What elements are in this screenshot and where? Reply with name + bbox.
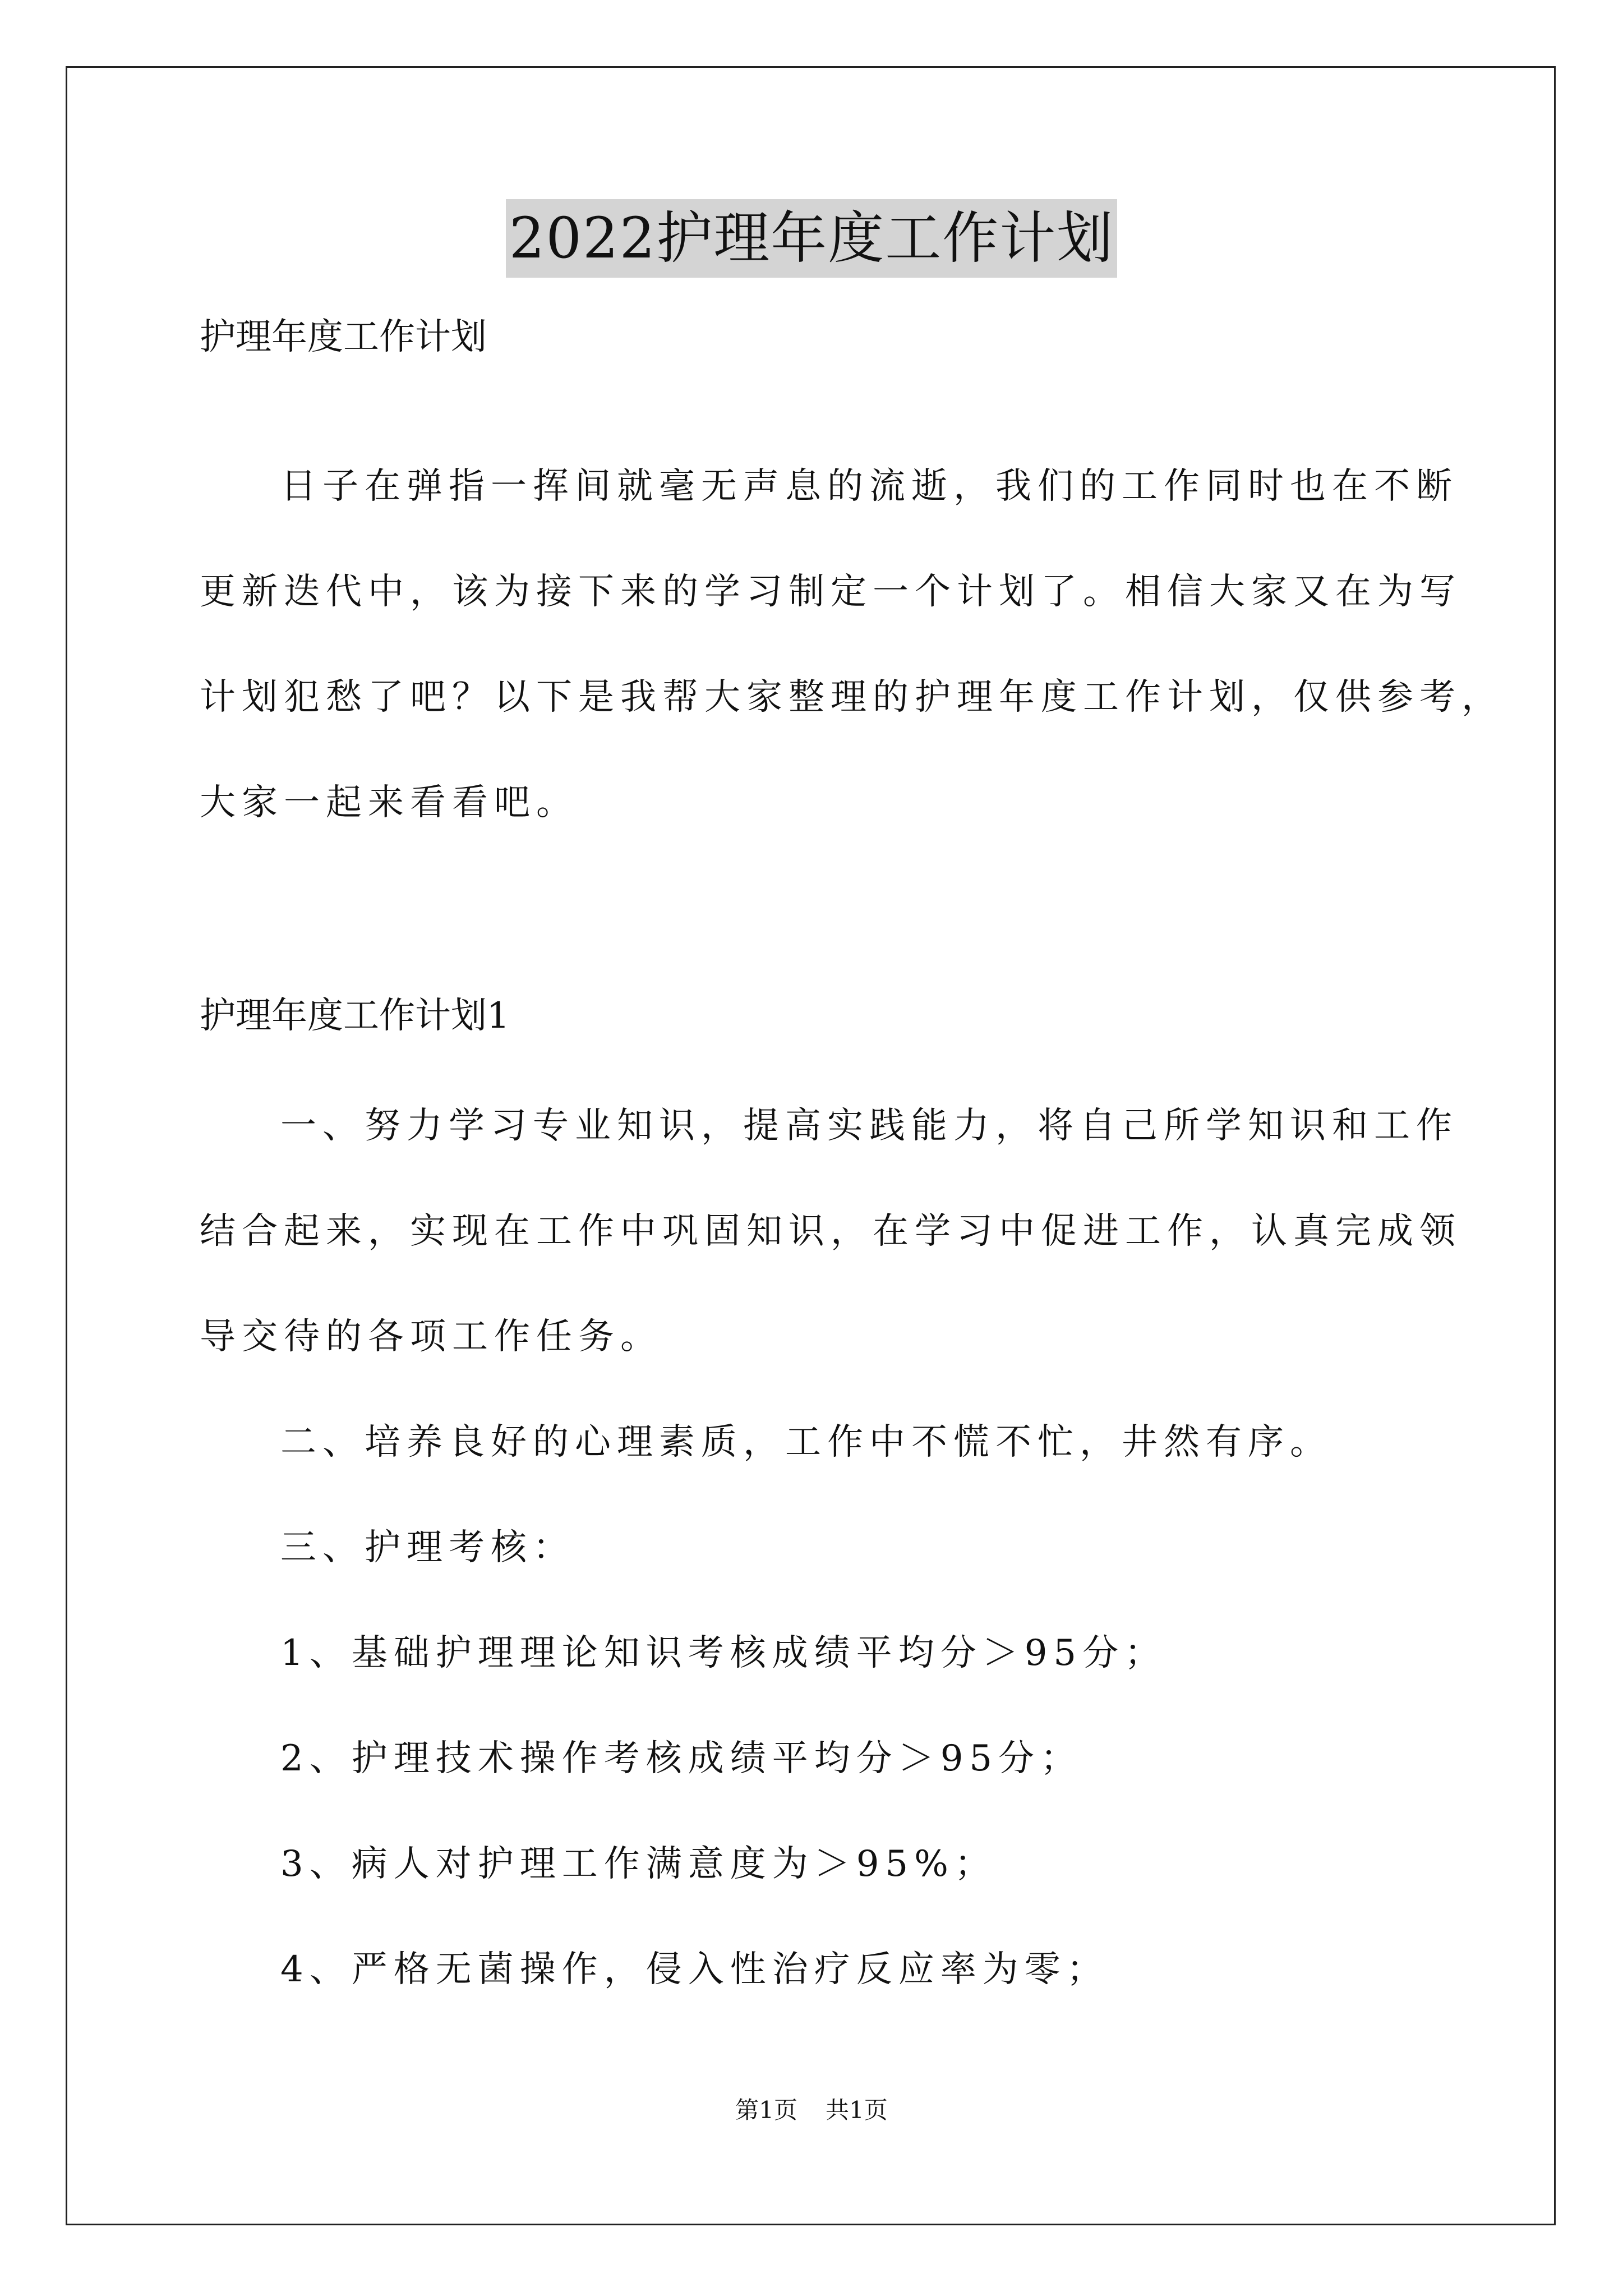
list-item: 2、护理技术操作考核成绩平均分＞95分； bbox=[280, 1738, 1083, 1779]
point-one-line: 结合起来，实现在工作中巩固知识，在学习中促进工作，认真完成领 bbox=[200, 1211, 1461, 1252]
page-footer bbox=[0, 2093, 1623, 2127]
document-title: 2022护理年度工作计划 bbox=[506, 199, 1118, 278]
page-total: 共1页 bbox=[826, 2096, 888, 2124]
list-item: 4、严格无菌操作，侵入性治疗反应率为零； bbox=[280, 1949, 1109, 1990]
title-container bbox=[0, 199, 1623, 278]
list-item: 3、病人对护理工作满意度为＞95%； bbox=[280, 1843, 997, 1885]
point-one-line: 一、努力学习专业知识，提高实践能力，将自己所学知识和工作 bbox=[280, 1105, 1458, 1147]
section-heading: 护理年度工作计划1 bbox=[200, 995, 510, 1037]
point-one-line: 导交待的各项工作任务。 bbox=[200, 1316, 662, 1358]
intro-line: 日子在弹指一挥间就毫无声息的流逝，我们的工作同时也在不断 bbox=[280, 466, 1458, 507]
intro-line: 更新迭代中，该为接下来的学习制定一个计划了。相信大家又在为写 bbox=[200, 571, 1461, 613]
point-two: 二、培养良好的心理素质，工作中不慌不忙，井然有序。 bbox=[280, 1421, 1332, 1463]
intro-line: 大家一起来看看吧。 bbox=[200, 782, 578, 823]
page-number: 第1页 bbox=[735, 2096, 797, 2124]
point-three: 三、护理考核： bbox=[280, 1527, 575, 1568]
intro-line: 计划犯愁了吧？以下是我帮大家整理的护理年度工作计划，仅供参考， bbox=[200, 677, 1504, 718]
document-subtitle: 护理年度工作计划 bbox=[200, 316, 487, 358]
list-item: 1、基础护理理论知识考核成绩平均分＞95分； bbox=[280, 1632, 1167, 1674]
